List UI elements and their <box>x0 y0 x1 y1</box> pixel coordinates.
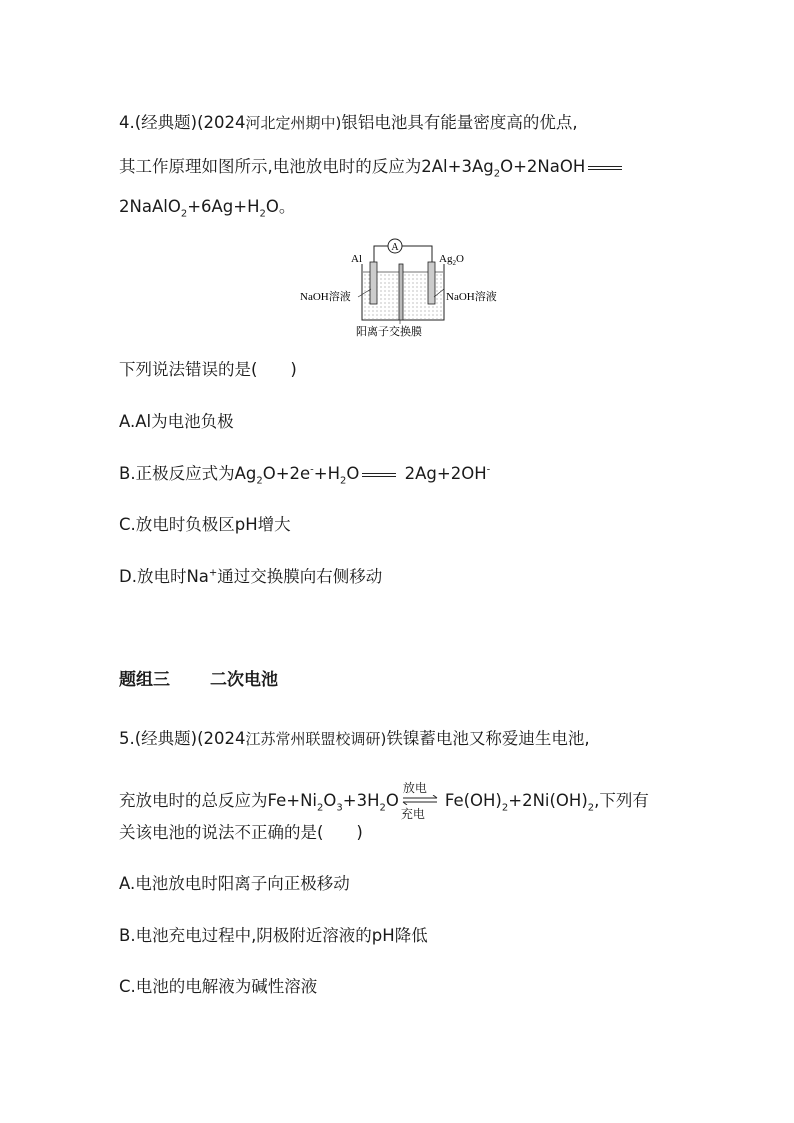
equals-sign <box>362 473 396 477</box>
right-solution-label: NaOH溶液 <box>446 291 497 303</box>
q5-stem-part: ,下列有 <box>594 791 649 810</box>
subscript: 2 <box>256 475 263 487</box>
al-electrode <box>370 262 377 304</box>
cation-exchange-membrane <box>399 264 403 320</box>
q4-option-b-part: O <box>346 464 360 483</box>
q4-option-c: C.放电时负极区pH增大 <box>119 515 291 534</box>
subscript: 2 <box>180 208 188 220</box>
q4-source: 河北定州期中) <box>245 114 342 132</box>
q4-stem-line-2 <box>119 156 625 178</box>
reversible-arrow <box>400 780 439 821</box>
q4-option-b-part: 2Ag+2OH <box>404 464 487 483</box>
q5-stem-line-3: 关该电池的说法不正确的是( ) <box>119 823 363 842</box>
q4-option-b-part: B.正极反应式为Ag <box>119 464 257 483</box>
q5-stem-part: 充放电时的总反应为Fe+Ni <box>119 791 317 810</box>
subscript: 2 <box>587 802 595 814</box>
q4-stem-3c: O。 <box>265 197 296 216</box>
ammeter-label: A <box>391 242 399 253</box>
arrow-top-label: 放电 <box>402 780 427 795</box>
subscript: 2 <box>379 802 386 814</box>
subscript: 3 <box>336 802 343 814</box>
group-label: 题组三 <box>119 670 170 690</box>
q4-stem-3b: +6Ag+H <box>187 197 260 216</box>
q4-option-a: A.Al为电池负极 <box>119 412 234 431</box>
battery-diagram <box>296 234 506 344</box>
q5-stem-line-2 <box>119 780 649 821</box>
wire-left <box>374 246 388 262</box>
q5-stem-part: Fe(OH) <box>444 791 502 810</box>
q4-question: 下列说法错误的是( ) <box>119 360 297 379</box>
q5-option-b: B.电池充电过程中,阴极附近溶液的pH降低 <box>119 926 428 945</box>
q4-option-b-part: O+2e <box>262 464 311 483</box>
superscript: - <box>310 464 314 476</box>
q5-option-c: C.电池的电解液为碱性溶液 <box>119 977 318 996</box>
wire-right <box>402 246 432 262</box>
q4-option-b <box>119 463 490 485</box>
ag2o-label: $Ag_2O$ <box>439 253 464 267</box>
group-header <box>119 669 278 691</box>
q4-intro: 4.(经典题)(2024 <box>119 113 246 132</box>
al-label: Al <box>351 253 362 265</box>
superscript: - <box>486 464 491 476</box>
q5-stem-part: O <box>385 791 399 810</box>
q5-stem-line-1 <box>119 728 590 750</box>
group-title: 二次电池 <box>210 670 278 690</box>
subscript: 2 <box>493 168 501 180</box>
q4-stem-line-3 <box>119 196 295 218</box>
left-solution-label: NaOH溶液 <box>300 291 351 303</box>
superscript: + <box>208 567 218 579</box>
q4-option-d <box>119 566 382 588</box>
q5-stem-1: 铁镍蓄电池又称爱迪生电池, <box>386 729 590 748</box>
equals-sign <box>588 166 622 170</box>
q4-option-b-part: +H <box>313 464 341 483</box>
ag2o-electrode <box>428 262 435 304</box>
q4-stem-line-1 <box>119 112 578 134</box>
q5-stem-part: O <box>323 791 337 810</box>
arrow-bottom-label: 充电 <box>400 806 425 821</box>
q5-stem-part: +2Ni(OH) <box>508 791 588 810</box>
q4-option-d-part: D.放电时Na <box>119 567 209 586</box>
subscript: 2 <box>501 802 509 814</box>
subscript: 2 <box>317 802 324 814</box>
q5-stem-part: +3H <box>342 791 380 810</box>
membrane-label: 阳离子交换膜 <box>356 326 422 338</box>
q4-stem-2b: 2Al+3Ag <box>421 157 494 176</box>
q4-stem-1: 银铝电池具有能量密度高的优点, <box>341 113 578 132</box>
q4-stem-2c: O+2NaOH <box>500 157 586 176</box>
q4-option-d-part: 通过交换膜向右侧移动 <box>217 567 383 586</box>
q4-stem-3a: 2NaAlO <box>119 197 181 216</box>
q5-intro: 5.(经典题)(2024 <box>119 729 246 748</box>
subscript: 2 <box>340 475 347 487</box>
subscript: 2 <box>259 208 266 220</box>
q5-option-a: A.电池放电时阳离子向正极移动 <box>119 874 350 893</box>
q5-source: 江苏常州联盟校调研) <box>245 730 387 748</box>
q4-stem-2a: 其工作原理如图所示,电池放电时的反应为 <box>119 157 422 176</box>
